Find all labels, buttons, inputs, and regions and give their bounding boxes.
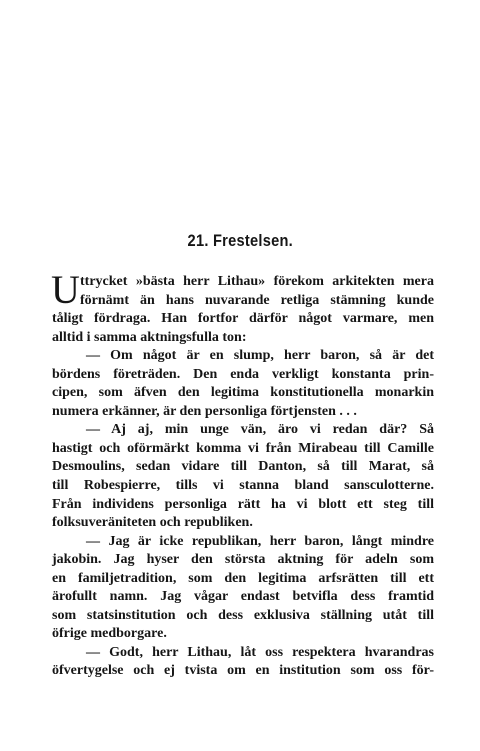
text-line: bördens företräden. Den enda verkligt konstanta prin- <box>52 366 434 382</box>
text-line: — Aj aj, min unge vän, äro vi redan där? Så <box>86 422 434 438</box>
text-line: numera erkänner, är den personliga förtjensten . . . <box>52 403 357 419</box>
text-line: alltid i samma aktningsfulla ton: <box>52 329 247 345</box>
text-line: Desmoulins, sedan vidare till Danton, så till Marat, så <box>52 459 434 475</box>
text-line: tåligt fördraga. Han fortfor därför något varmare, men <box>52 311 434 327</box>
text-line: Från individens personliga rätt ha vi blott ett steg till <box>52 496 434 512</box>
drop-cap: U <box>51 267 80 312</box>
chapter-body <box>51 267 434 681</box>
text-line: förnämt än hans nuvarande retliga stämning kunde <box>80 292 434 308</box>
text-line: öfvertygelse och ej tvista om en institution som oss för- <box>52 663 434 679</box>
text-line: hastigt och oförmärkt komma vi från Mirabeau till Camille <box>52 440 434 456</box>
text-line: — Jag är icke republikan, herr baron, långt mindre <box>86 533 434 549</box>
text-line: en familjetradition, som den legitima arfsrätten till ett <box>52 570 434 586</box>
text-line: öfrige medborgare. <box>52 626 167 642</box>
text-line: som statsinstitution och dess exklusiva ställning utåt till <box>52 607 434 623</box>
text-line-content: ttrycket »bästa herr Lithau» förekom arkitekten mera <box>80 274 434 289</box>
text-line: jakobin. Jag hyser den största aktning för adeln som <box>52 552 434 568</box>
chapter-title: 21. Frestelsen. <box>187 231 294 250</box>
text-line: till Robespierre, tills vi stanna bland sansculotterne. <box>52 478 434 494</box>
text-line: cipen, som äfven den legitima konstitutionella monarkin <box>52 385 434 401</box>
text-line: — Om något är en slump, herr baron, så är det <box>86 348 434 364</box>
text-line: — Godt, herr Lithau, låt oss respektera hvarandras <box>86 644 434 660</box>
text-line: folksuveräniteten och republiken. <box>52 515 253 531</box>
text-line: ärofullt namn. Jag vågar endast betvifla dess framtid <box>52 589 434 605</box>
